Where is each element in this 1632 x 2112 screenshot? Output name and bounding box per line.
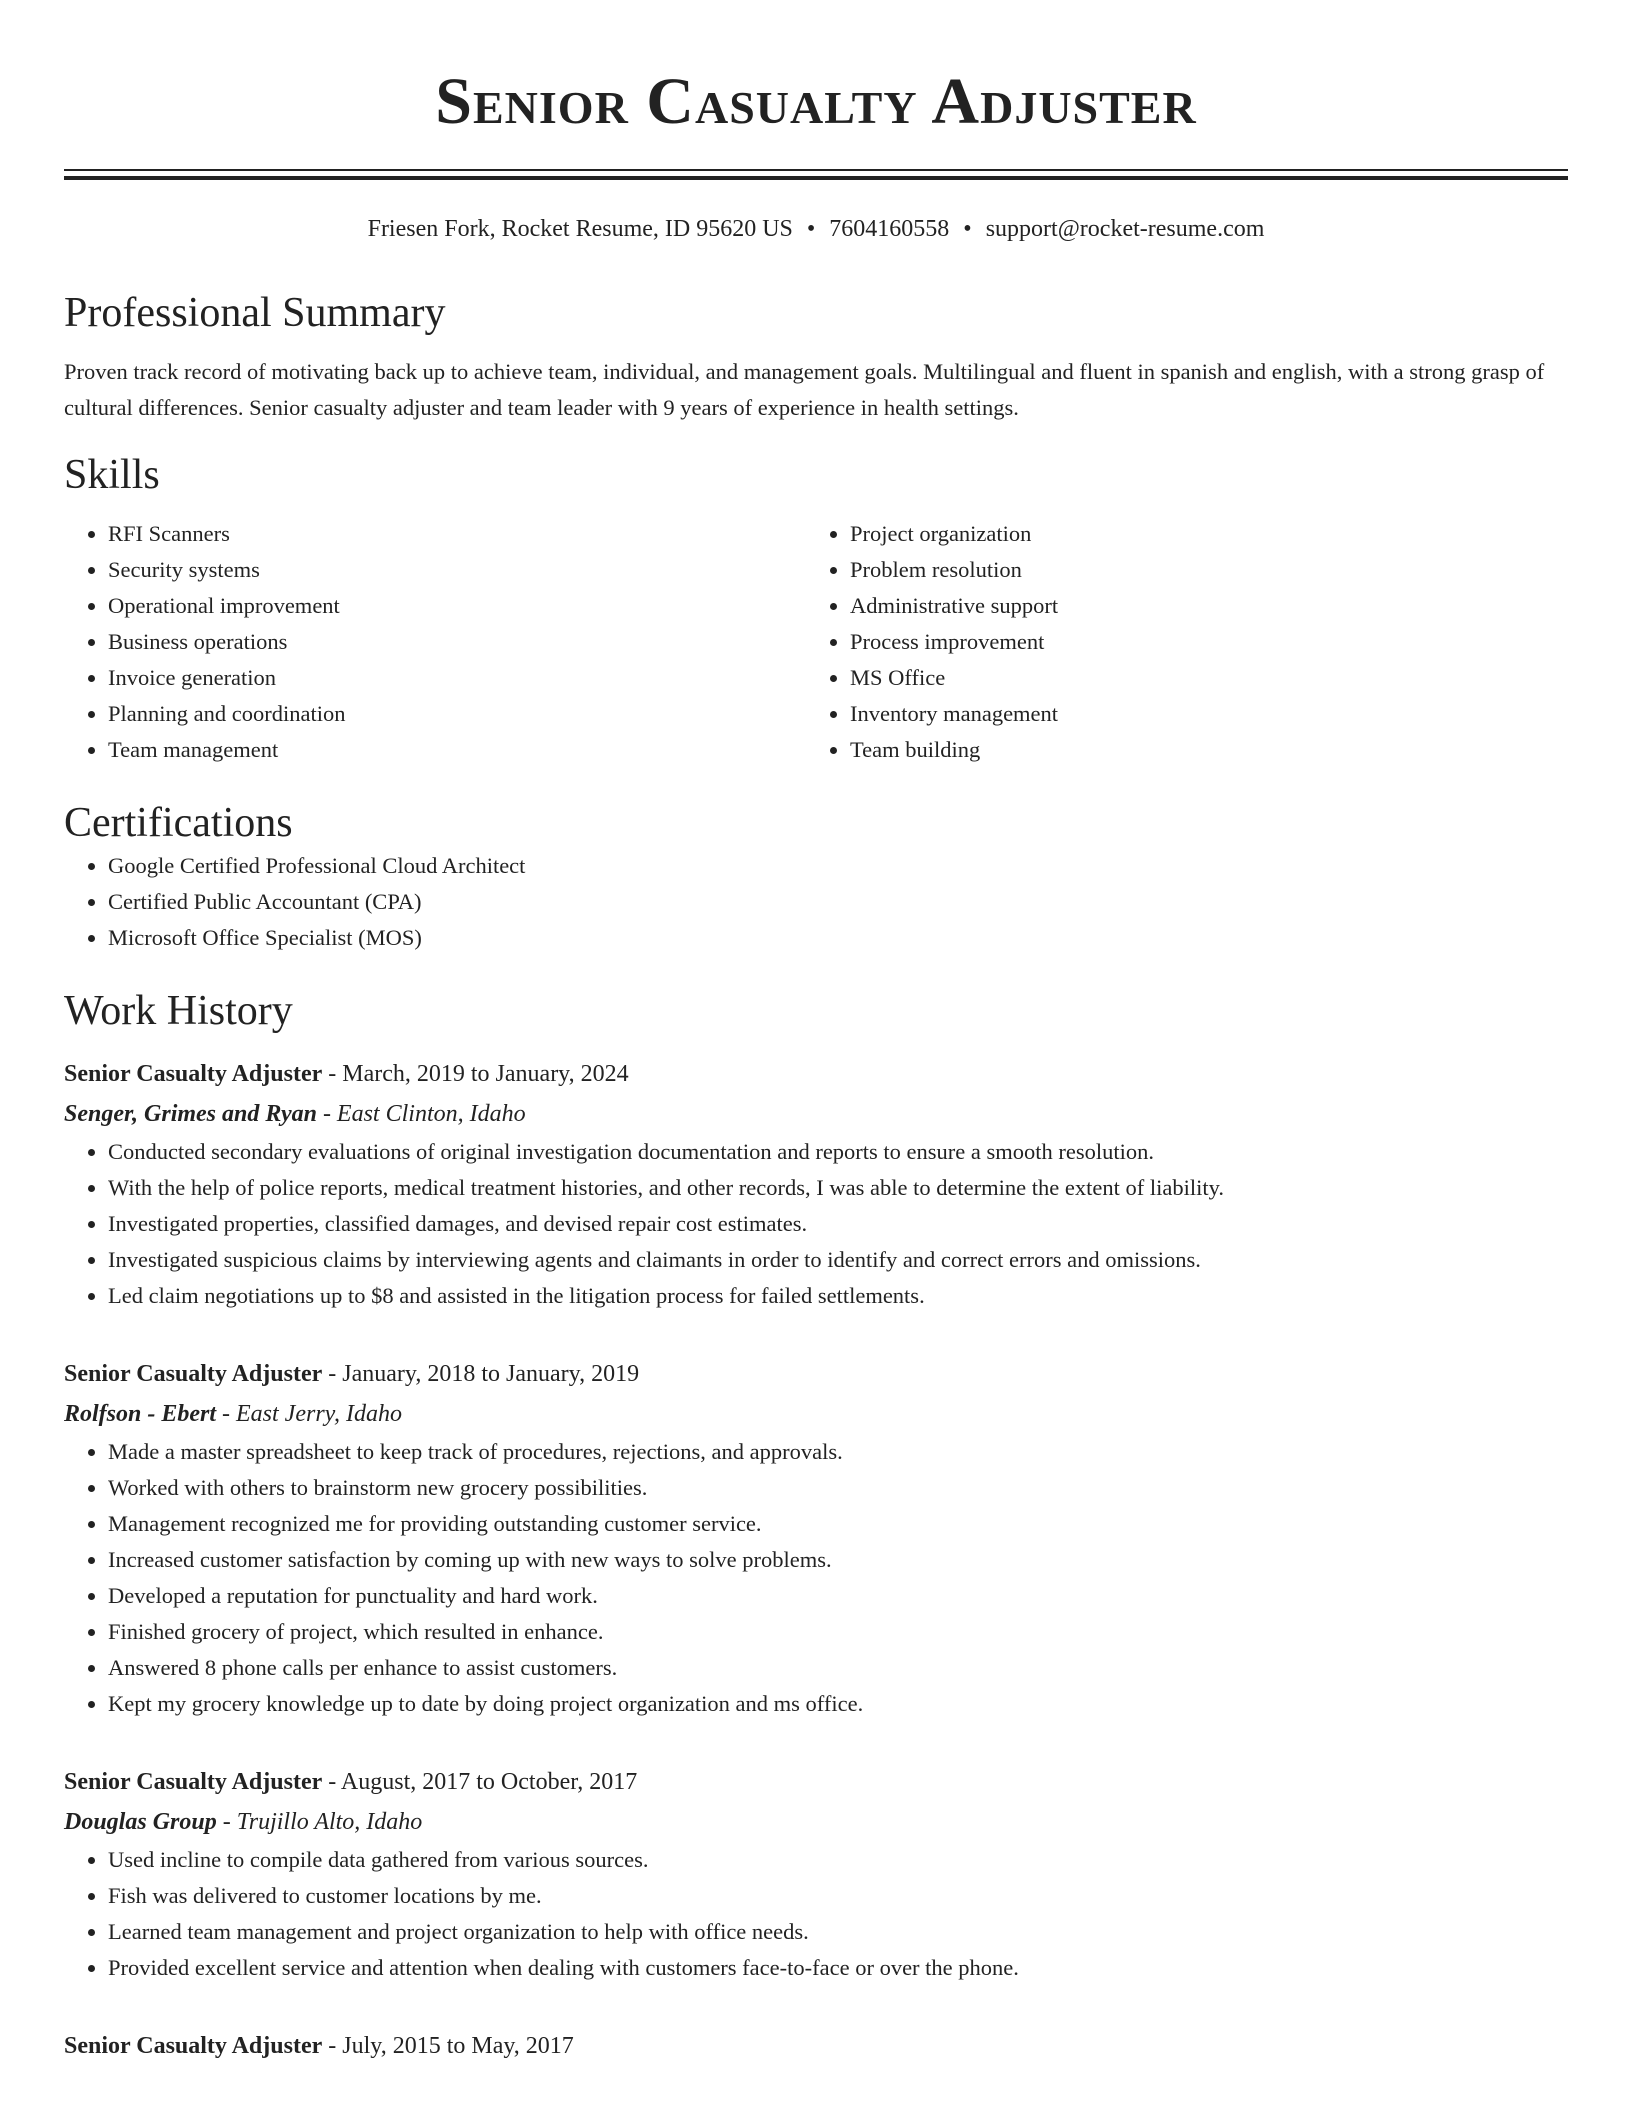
summary-heading: Professional Summary: [64, 290, 446, 336]
certifications-list: [64, 848, 1568, 956]
skills-list-left: [64, 516, 806, 768]
job-company: Senger, Grimes and Ryan: [64, 1101, 317, 1127]
job-duty: • Kept my grocery knowledge up to date by doing project organization and ms office.: [108, 1686, 1568, 1722]
title-divider-thick: [64, 176, 1568, 180]
job-title: Senior Casualty Adjuster: [64, 1361, 323, 1387]
skill-item: • Team building: [850, 732, 1548, 768]
job-duty: • Learned team management and project organization to help with office needs.: [108, 1914, 1568, 1950]
job-duty: • Increased customer satisfaction by coming up with new ways to solve problems.: [108, 1542, 1568, 1578]
job-duty: • Worked with others to brainstorm new grocery possibilities.: [108, 1470, 1568, 1506]
job-duty: • Investigated properties, classified damages, and devised repair cost estimates.: [108, 1206, 1568, 1242]
job-location: - East Clinton, Idaho: [316, 1101, 526, 1127]
skill-item: • Invoice generation: [108, 660, 806, 696]
skills-column-left: [64, 516, 806, 768]
skill-item: • Project organization: [850, 516, 1548, 552]
job-company-line: [64, 1802, 1568, 1842]
job-duty: • Finished grocery of project, which resulted in enhance.: [108, 1614, 1568, 1650]
job-title: Senior Casualty Adjuster: [64, 2033, 323, 2059]
contact-line: [64, 214, 1568, 244]
skills-grid: [64, 516, 1568, 768]
job-entry: [64, 1054, 1568, 1314]
certification-item: • Certified Public Accountant (CPA): [108, 884, 1568, 920]
job-duty: • Developed a reputation for punctuality and hard work.: [108, 1578, 1568, 1614]
skill-item: • Operational improvement: [108, 588, 806, 624]
job-entry: [64, 1762, 1568, 1986]
job-company: Douglas Group: [64, 1809, 217, 1835]
skills-column-right: [806, 516, 1548, 768]
job-duties-list: [64, 1134, 1568, 1314]
job-dates: - March, 2019 to January, 2024: [322, 1061, 629, 1087]
job-duty: • Investigated suspicious claims by interviewing agents and claimants in order to identify and correct errors and omissions.: [108, 1242, 1568, 1278]
job-title-line: [64, 1354, 1568, 1394]
job-duty: • Answered 8 phone calls per enhance to assist customers.: [108, 1650, 1568, 1686]
skill-item: • Team management: [108, 732, 806, 768]
skill-item: • Business operations: [108, 624, 806, 660]
contact-address: Friesen Fork, Rocket Resume, ID 95620 US: [367, 216, 793, 242]
job-company-line: [64, 1094, 1568, 1134]
job-company-line: [64, 1394, 1568, 1434]
job-duty: • Fish was delivered to customer locations by me.: [108, 1878, 1568, 1914]
resume-page: [64, 0, 1568, 2066]
job-location: - East Jerry, Idaho: [216, 1401, 402, 1427]
job-duty: • Led claim negotiations up to $8 and assisted in the litigation process for failed settlements.: [108, 1278, 1568, 1314]
job-dates: - July, 2015 to May, 2017: [322, 2033, 574, 2059]
job-duty: • Management recognized me for providing outstanding customer service.: [108, 1506, 1568, 1542]
skill-item: • RFI Scanners: [108, 516, 806, 552]
resume-title: Senior Casualty Adjuster: [435, 65, 1197, 138]
job-company: Rolfson - Ebert: [64, 1401, 217, 1427]
job-title: Senior Casualty Adjuster: [64, 1769, 323, 1795]
skill-item: • MS Office: [850, 660, 1548, 696]
certification-item: • Google Certified Professional Cloud Architect: [108, 848, 1568, 884]
job-duty: • Conducted secondary evaluations of original investigation documentation and reports to ensure a smooth resolution.: [108, 1134, 1568, 1170]
certifications-heading: Certifications: [64, 800, 293, 846]
contact-separator: •: [963, 216, 972, 242]
job-title: Senior Casualty Adjuster: [64, 1061, 323, 1087]
job-duty: • Made a master spreadsheet to keep track of procedures, rejections, and approvals.: [108, 1434, 1568, 1470]
title-divider-thin: [64, 169, 1568, 171]
certification-item: • Microsoft Office Specialist (MOS): [108, 920, 1568, 956]
contact-separator: •: [806, 216, 816, 242]
job-duty: • Provided excellent service and attention when dealing with customers face-to-face or over the phone.: [108, 1950, 1568, 1986]
skills-list-right: [806, 516, 1548, 768]
job-title-line: [64, 2026, 1568, 2066]
skill-item: • Administrative support: [850, 588, 1548, 624]
summary-text: Proven track record of motivating back up to achieve team, individual, and management goals. Multilingual and fluent in spanish and english, with a strong grasp of cultural differences. Senior casualty adjuster and team leader with 9 years of experience in health settings.: [64, 359, 1545, 420]
job-duties-list: [64, 1842, 1568, 1986]
skill-item: • Security systems: [108, 552, 806, 588]
job-duty: • With the help of police reports, medical treatment histories, and other records, I was able to determine the extent of liability.: [108, 1170, 1568, 1206]
contact-email: support@rocket-resume.com: [985, 216, 1265, 242]
job-dates: - August, 2017 to October, 2017: [322, 1769, 638, 1795]
job-entry: [64, 2026, 1568, 2066]
job-duty: • Used incline to compile data gathered from various sources.: [108, 1842, 1568, 1878]
skill-item: • Process improvement: [850, 624, 1548, 660]
contact-phone: 7604160558: [829, 216, 950, 242]
skill-item: • Problem resolution: [850, 552, 1548, 588]
work-history-heading: Work History: [64, 988, 293, 1034]
skill-item: • Inventory management: [850, 696, 1548, 732]
skill-item: • Planning and coordination: [108, 696, 806, 732]
skills-heading: Skills: [64, 452, 160, 498]
job-title-line: [64, 1762, 1568, 1802]
job-duties-list: [64, 1434, 1568, 1722]
job-dates: - January, 2018 to January, 2019: [322, 1361, 640, 1387]
job-location: - Trujillo Alto, Idaho: [216, 1809, 423, 1835]
job-title-line: [64, 1054, 1568, 1094]
job-entry: [64, 1354, 1568, 1722]
